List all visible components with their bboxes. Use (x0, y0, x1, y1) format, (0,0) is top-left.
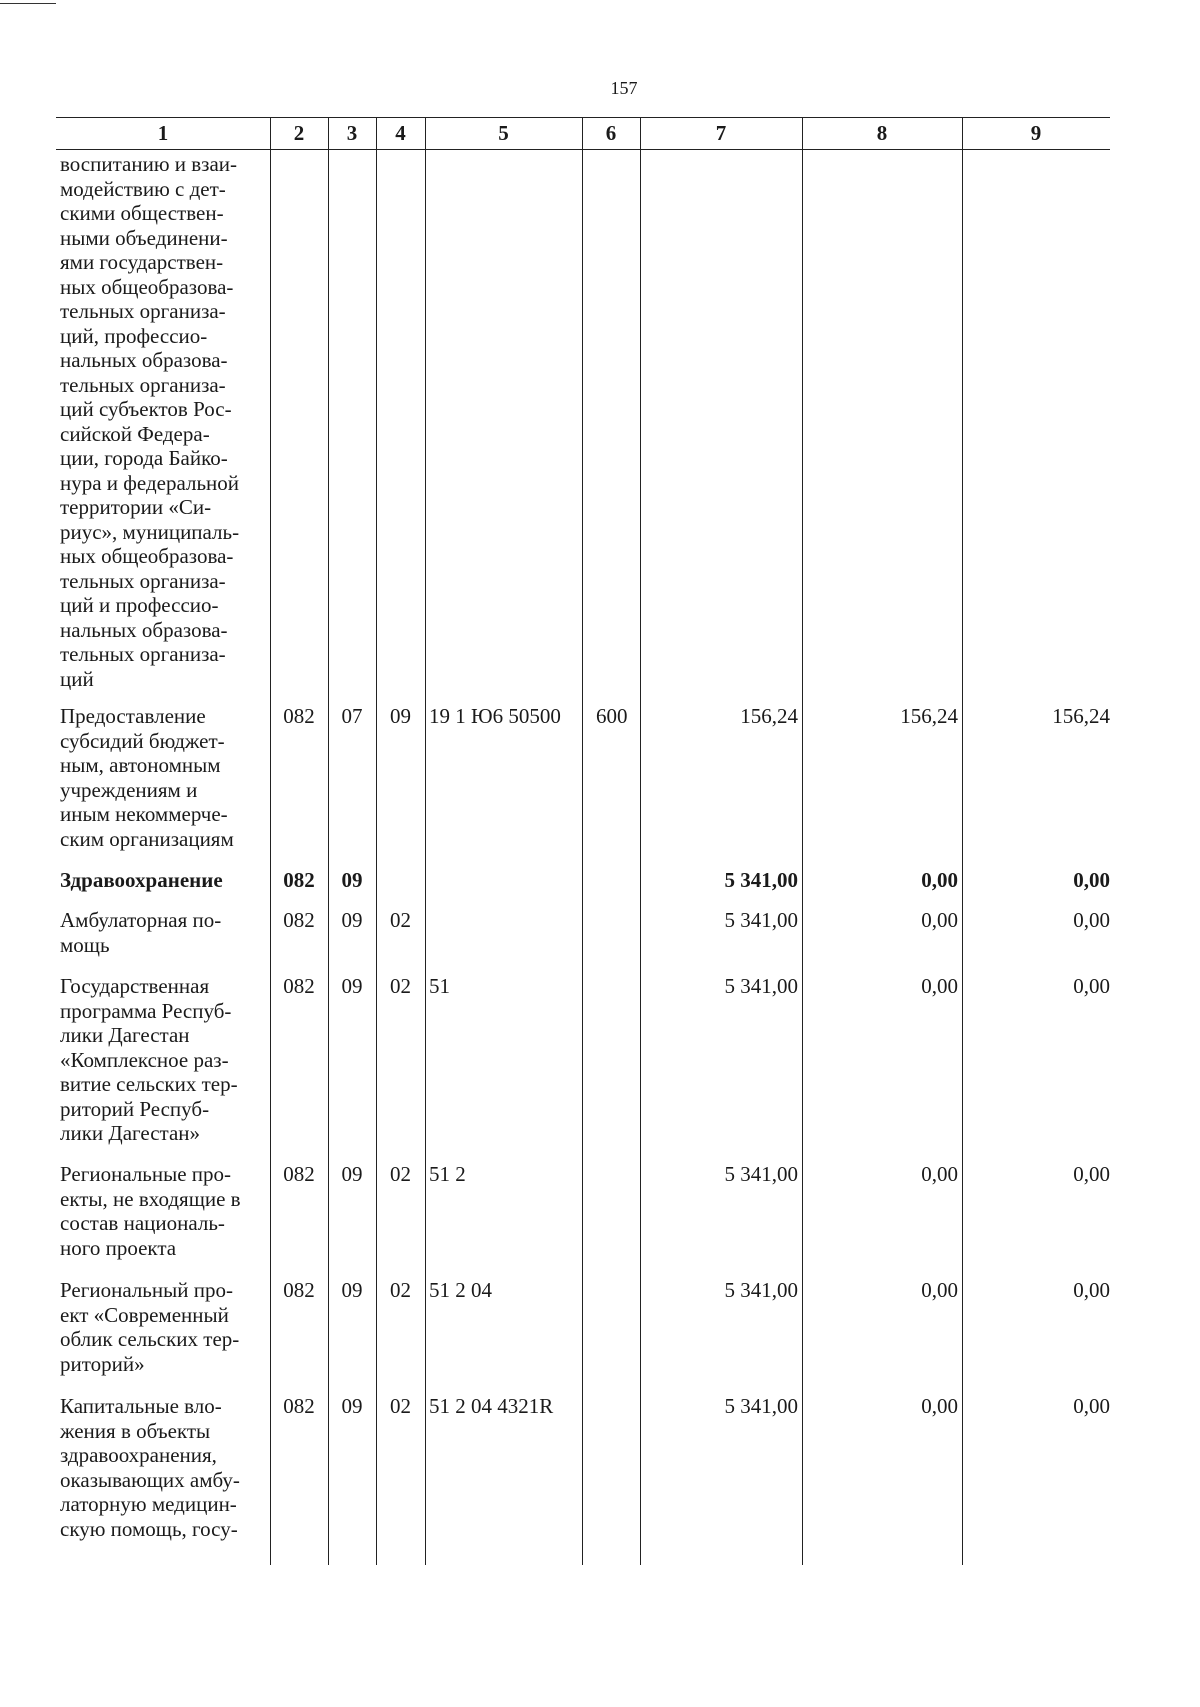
header-col-6: 6 (605, 121, 617, 145)
cell-col-8: 156,24 (900, 704, 958, 728)
cell-col-9: 156,24 (1052, 704, 1110, 728)
cell-col-6: 600 (596, 704, 628, 728)
cell-col-7: 5 341,00 (724, 974, 798, 998)
cell-col-2: 082 (283, 974, 315, 998)
cell-col-7: 5 341,00 (724, 868, 798, 892)
cell-col-5: 51 2 (429, 1162, 466, 1186)
cell-col-3: 09 (341, 1162, 363, 1186)
cell-col-9: 0,00 (1073, 908, 1110, 932)
cell-col-2: 082 (283, 868, 315, 892)
table-row (56, 1394, 1110, 1554)
cell-col-9: 0,00 (1073, 868, 1110, 892)
row-description: Региональные про- екты, не входящие в состав националь- ного проекта (60, 1162, 241, 1260)
cell-col-5: 19 1 Ю6 50500 (429, 704, 561, 728)
cell-col-4: 02 (390, 908, 411, 932)
table-row (56, 152, 1110, 704)
page-number: 157 (610, 78, 638, 98)
cell-col-3: 09 (341, 1394, 363, 1418)
cell-col-7: 5 341,00 (724, 908, 798, 932)
table-row (56, 1278, 1110, 1394)
cell-col-2: 082 (283, 704, 315, 728)
cell-col-8: 0,00 (921, 908, 958, 932)
scan-edge-line (0, 3, 56, 4)
cell-col-4: 02 (390, 974, 411, 998)
header-col-5: 5 (498, 121, 509, 145)
cell-col-2: 082 (283, 1278, 315, 1302)
cell-col-3: 09 (341, 974, 363, 998)
table-row (56, 868, 1110, 908)
cell-col-2: 082 (283, 1394, 315, 1418)
table-row (56, 704, 1110, 868)
cell-col-8: 0,00 (921, 1394, 958, 1418)
cell-col-3: 09 (341, 1278, 363, 1302)
cell-col-3: 09 (341, 868, 363, 892)
cell-col-4: 02 (390, 1278, 411, 1302)
cell-col-2: 082 (283, 908, 315, 932)
cell-col-3: 09 (341, 908, 363, 932)
cell-col-4: 02 (390, 1162, 411, 1186)
row-description: Амбулаторная по- мощь (60, 908, 222, 957)
cell-col-8: 0,00 (921, 868, 958, 892)
row-description: воспитанию и взаи- модействию с дет- скими обществен- ными объединени- ями государствен- ных общеобразова- тельных организа- ций, профессио- нальных образова- тельных организа- ций субъектов Рос- сийской Федера- ции, города Байко- нура и федеральной территории «Си- риус», муниципаль- ных общеобразова- тельных организа- ций и профессио- нальных образова- тельных организа- ций (60, 152, 240, 691)
cell-col-9: 0,00 (1073, 1394, 1110, 1418)
row-description: Региональный про- ект «Современный облик сельских тер- риторий» (60, 1278, 240, 1376)
cell-col-8: 0,00 (921, 974, 958, 998)
row-description: Государственная программа Респуб- лики Дагестан «Комплексное раз- витие сельских тер- риторий Респуб- лики Дагестан» (60, 974, 238, 1145)
row-description: Капитальные вло- жения в объекты здравоохранения, оказывающих амбу- латорную медицин- скую помощь, госу- (60, 1394, 240, 1541)
cell-col-5: 51 2 04 4321R (429, 1394, 554, 1418)
table-header (56, 118, 1110, 148)
header-col-4: 4 (395, 121, 406, 145)
header-col-2: 2 (293, 121, 305, 145)
header-col-9: 9 (1030, 121, 1042, 145)
cell-col-4: 09 (390, 704, 411, 728)
cell-col-9: 0,00 (1073, 1278, 1110, 1302)
header-col-3: 3 (346, 121, 358, 145)
cell-col-8: 0,00 (921, 1278, 958, 1302)
cell-col-7: 5 341,00 (724, 1162, 798, 1186)
header-col-7: 7 (715, 121, 727, 145)
cell-col-5: 51 (429, 974, 450, 998)
row-description: Здравоохранение (60, 868, 223, 892)
cell-col-9: 0,00 (1073, 974, 1110, 998)
cell-col-4: 02 (390, 1394, 411, 1418)
table-body (56, 152, 1110, 1554)
cell-col-7: 5 341,00 (724, 1394, 798, 1418)
cell-col-9: 0,00 (1073, 1162, 1110, 1186)
row-description: Предоставление субсидий бюджет- ным, автономным учреждениям и иным некоммерче- ским организациям (60, 704, 234, 851)
cell-col-5: 51 2 04 (429, 1278, 492, 1302)
table-row (56, 1162, 1110, 1278)
header-col-8: 8 (876, 121, 888, 145)
table-row (56, 908, 1110, 974)
cell-col-8: 0,00 (921, 1162, 958, 1186)
cell-col-7: 5 341,00 (724, 1278, 798, 1302)
cell-col-3: 07 (341, 704, 363, 728)
cell-col-2: 082 (283, 1162, 315, 1186)
table-row (56, 974, 1110, 1162)
cell-col-7: 156,24 (740, 704, 798, 728)
header-col-1: 1 (157, 121, 169, 145)
